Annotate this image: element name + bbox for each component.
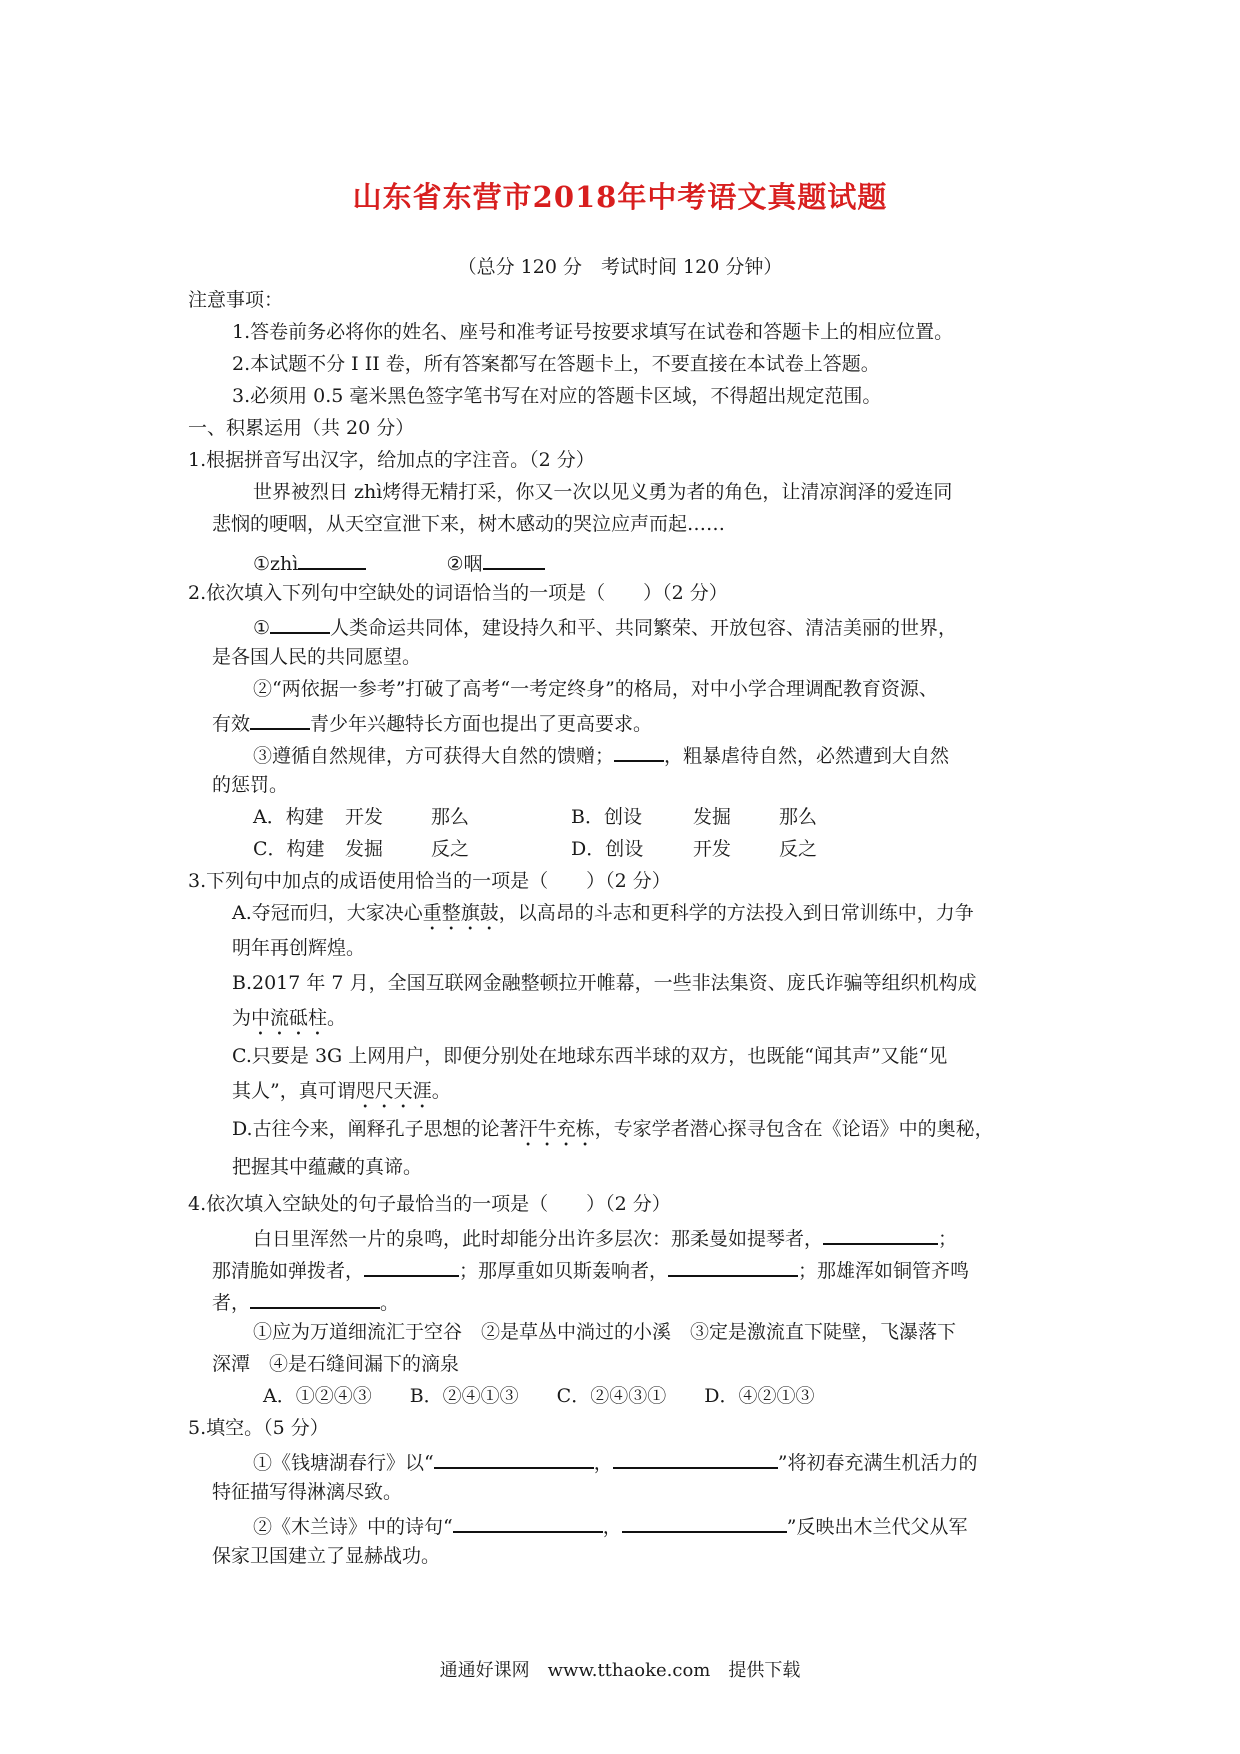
answer-1-label: ①zhì xyxy=(253,553,299,575)
question-4-passage-line3: 者， 。 xyxy=(212,1289,399,1314)
idiom-c: 咫尺天涯 xyxy=(355,1080,432,1102)
question-2-sentence-3-cont: 的惩罚。 xyxy=(212,774,289,796)
question-5-item-1-cont: 特征描写得淋漓尽致。 xyxy=(212,1481,403,1503)
idiom-d: 汗牛充栋 xyxy=(518,1118,595,1140)
question-3-option-c: C.只要是 3G 上网用户，即便分别处在地球东西半球的双方，也既能“闻其声”又能“见 xyxy=(232,1045,948,1067)
question-4-options: A．①②④③ B．②④①③ C．②④③① D．④②①③ xyxy=(263,1385,815,1407)
question-1-passage-line2: 悲悯的哽咽，从天空宣泄下来，树木感动的哭泣应声而起…… xyxy=(212,513,726,535)
question-3-option-b-cont: 为中流砥柱。 xyxy=(232,1007,347,1029)
question-2-options-row1: A．构建 开发 那么 B．创设 发掘 那么 xyxy=(253,806,818,828)
section-heading: 一、积累运用（共 20 分） xyxy=(188,417,415,439)
question-2-sentence-2: ②“两依据一参考”打破了高考“一考定终身”的格局，对中小学合理调配教育资源、 xyxy=(253,678,938,700)
notice-item-2: 2.本试题不分 I II 卷，所有答案都写在答题卡上，不要直接在本试卷上答题。 xyxy=(232,353,880,375)
question-1-answers xyxy=(253,550,545,575)
question-2-sentence-1: ① 人类命运共同体，建设持久和平、共同繁荣、开放包容、清洁美丽的世界， xyxy=(253,614,957,639)
idiom-b: 中流砥柱 xyxy=(251,1007,328,1029)
question-2-sentence-1-cont: 是各国人民的共同愿望。 xyxy=(212,646,422,668)
exam-title: 山东省东营市2018年中考语文真题试题 xyxy=(352,180,888,214)
notice-item-3: 3.必须用 0.5 毫米黑色签字笔书写在对应的答题卡区域，不得超出规定范围。 xyxy=(232,385,882,407)
question-3-option-d-cont: 把握其中蕴藏的真谛。 xyxy=(232,1156,423,1178)
answer-2-blank xyxy=(483,550,545,570)
question-2-stem: 2.依次填入下列句中空缺处的词语恰当的一项是（ ）（2 分） xyxy=(188,582,728,604)
question-1-passage-line1: 世界被烈日 zhì烤得无精打采，你又一次以见义勇为者的角色，让清凉润泽的爱连同 xyxy=(253,481,953,503)
question-5-item-2: ②《木兰诗》中的诗句“ ， ”反映出木兰代父从军 xyxy=(253,1513,967,1538)
page-footer: 通通好课网 www.tthaoke.com 提供下载 xyxy=(439,1660,801,1681)
question-3-option-d: D.古往今来，阐释孔子思想的论著汗牛充栋，专家学者潜心探寻包含在《论语》中的奥秘， xyxy=(232,1118,994,1140)
question-3-option-c-cont: 其人”，真可谓咫尺天涯。 xyxy=(232,1080,451,1102)
question-4-choices-line1: ①应为万道细流汇于空谷 ②是草丛中淌过的小溪 ③定是激流直下陡壁，飞瀑落下 xyxy=(253,1321,957,1343)
question-5-stem: 5.填空。（5 分） xyxy=(188,1417,329,1439)
question-5-item-2-cont: 保家卫国建立了显赫战功。 xyxy=(212,1545,441,1567)
question-3-option-b: B.2017 年 7 月，全国互联网金融整顿拉开帷幕，一些非法集资、庞氏诈骗等组织机构成 xyxy=(232,972,977,994)
question-2-options-row2: C．构建 发掘 反之 D．创设 开发 反之 xyxy=(253,838,818,860)
question-4-passage-line1: 白日里浑然一片的泉鸣，此时却能分出许多层次：那柔曼如提琴者， ； xyxy=(253,1225,957,1250)
question-4-stem: 4.依次填入空缺处的句子最恰当的一项是（ ）（2 分） xyxy=(188,1193,671,1215)
question-2-sentence-2-cont: 有效 青少年兴趣特长方面也提出了更高要求。 xyxy=(212,710,652,735)
answer-2-label: ②咽 xyxy=(446,553,483,575)
question-3-option-a: A.夺冠而归，大家决心重整旗鼓，以高昂的斗志和更科学的方法投入到日常训练中，力争 xyxy=(232,902,974,924)
idiom-a: 重整旗鼓 xyxy=(422,902,499,924)
question-3-stem: 3.下列句中加点的成语使用恰当的一项是（ ）（2 分） xyxy=(188,870,671,892)
question-4-passage-line2: 那清脆如弹拨者， ；那厚重如贝斯轰响者， ；那雄浑如铜管齐鸣 xyxy=(212,1257,969,1282)
question-3-option-a-cont: 明年再创辉煌。 xyxy=(232,937,366,959)
question-4-choices-line2: 深潭 ④是石缝间漏下的滴泉 xyxy=(212,1353,460,1375)
notice-item-1: 1.答卷前务必将你的姓名、座号和准考证号按要求填写在试卷和答题卡上的相应位置。 xyxy=(232,321,954,343)
answer-1-blank xyxy=(298,550,366,570)
notice-heading: 注意事项： xyxy=(188,289,284,311)
exam-subtitle: （总分 120 分 考试时间 120 分钟） xyxy=(457,256,783,278)
question-2-sentence-3: ③遵循自然规律，方可获得大自然的馈赠； ，粗暴虐待自然，必然遭到大自然 xyxy=(253,742,949,767)
question-5-item-1: ①《钱塘湖春行》以“ ， ”将初春充满生机活力的 xyxy=(253,1449,977,1474)
question-1-stem: 1.根据拼音写出汉字，给加点的字注音。（2 分） xyxy=(188,449,595,471)
